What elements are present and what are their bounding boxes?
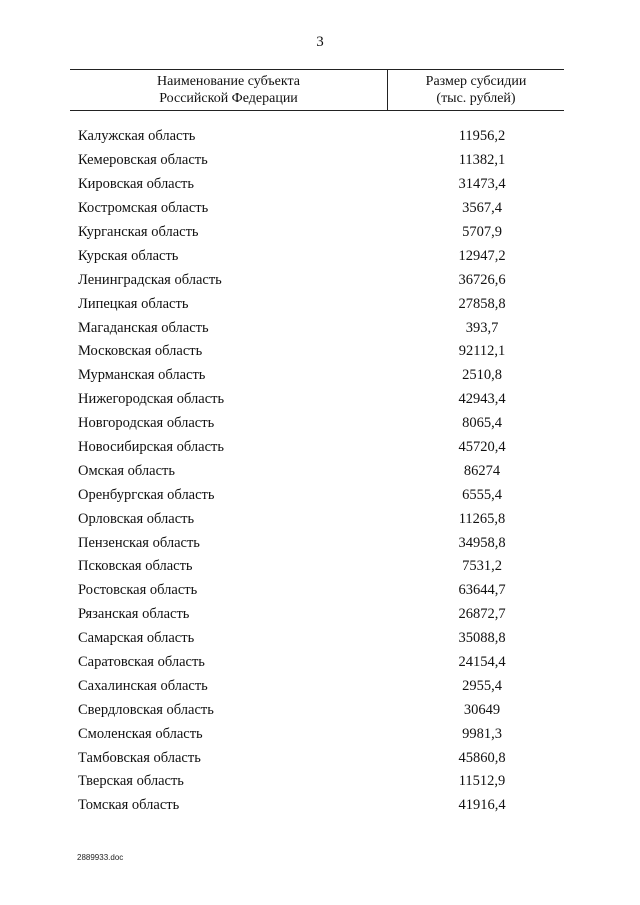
table-row	[70, 412, 564, 436]
table-row	[70, 197, 564, 221]
region-name: Магаданская область	[78, 319, 209, 336]
table-row	[70, 340, 564, 364]
table-row	[70, 674, 564, 698]
subsidy-amount: 7531,2	[462, 558, 502, 575]
region-name: Курганская область	[78, 224, 199, 240]
subsidy-amount: 8065,4	[462, 415, 502, 432]
region-name: Свердловская область	[78, 701, 214, 718]
table-row	[70, 244, 564, 268]
table-row	[70, 531, 564, 555]
table-row	[70, 316, 564, 340]
table-row	[70, 436, 564, 460]
subsidy-amount: 11265,8	[458, 510, 506, 527]
table-row	[70, 125, 564, 149]
table-row	[70, 173, 564, 197]
table-row	[70, 603, 564, 627]
column-header-subsidy-line1: Размер субсидии	[425, 74, 527, 89]
column-header-subsidy	[388, 70, 564, 110]
region-name: Новосибирская область	[78, 439, 224, 456]
table-row	[70, 627, 564, 651]
subsidy-amount: 45720,4	[458, 439, 506, 456]
subsidy-amount: 12947,2	[458, 247, 506, 264]
region-name: Калужская область	[78, 128, 196, 145]
region-name: Курская область	[78, 247, 179, 264]
region-name: Ростовская область	[78, 582, 198, 599]
subsidy-amount: 24154,4	[458, 654, 506, 671]
subsidy-amount: 11512,9	[458, 773, 506, 790]
subsidy-amount: 92112,1	[458, 343, 506, 360]
region-name: Оренбургская область	[78, 486, 215, 503]
column-header-subsidy-line2: (тыс. рублей)	[436, 91, 516, 106]
column-header-subject-line1: Наименование субъекта	[157, 74, 300, 89]
region-name: Мурманская область	[78, 367, 206, 384]
subsidy-amount: 5707,9	[462, 224, 502, 240]
region-name: Саратовская область	[78, 654, 205, 671]
region-name: Томская область	[78, 797, 180, 814]
region-name: Липецкая область	[78, 295, 189, 312]
table-row	[70, 722, 564, 746]
table-row	[70, 388, 564, 412]
table-row	[70, 555, 564, 579]
region-name: Пензенская область	[78, 534, 200, 551]
region-name: Орловская область	[78, 510, 195, 527]
table-row	[70, 364, 564, 388]
subsidy-amount: 34958,8	[458, 534, 506, 551]
subsidy-amount: 3567,4	[462, 200, 502, 217]
subsidy-amount: 27858,8	[458, 295, 506, 312]
table-header	[70, 69, 564, 111]
region-name: Псковская область	[78, 558, 193, 575]
table-row	[70, 221, 564, 245]
region-name: Омская область	[78, 462, 175, 479]
subsidy-amount: 2955,4	[462, 677, 502, 694]
subsidy-amount: 30649	[463, 701, 501, 718]
table-row	[70, 746, 564, 770]
region-name: Новгородская область	[78, 415, 215, 432]
table-row	[70, 698, 564, 722]
subsidy-amount: 11382,1	[458, 152, 506, 169]
subsidy-amount: 36726,6	[458, 271, 506, 288]
table-row	[70, 149, 564, 173]
table-row	[70, 507, 564, 531]
subsidy-amount: 86274	[463, 462, 501, 479]
subsidy-amount: 9981,3	[462, 725, 502, 742]
column-header-subject-line2: Российской Федерации	[159, 91, 298, 106]
subsidy-amount: 6555,4	[462, 486, 502, 503]
subsidy-amount: 35088,8	[458, 630, 506, 647]
subsidy-amount: 393,7	[465, 319, 499, 336]
table-row	[70, 579, 564, 603]
subsidy-amount: 2510,8	[462, 367, 502, 384]
table-row	[70, 651, 564, 675]
subsidy-amount: 42943,4	[458, 391, 506, 408]
subsidy-amount: 41916,4	[458, 797, 506, 814]
subsidy-amount: 26872,7	[458, 606, 506, 623]
region-name: Сахалинская область	[78, 677, 208, 694]
table-body	[70, 125, 564, 818]
region-name: Тверская область	[78, 773, 184, 790]
subsidy-amount: 11956,2	[458, 128, 506, 145]
column-header-subject	[70, 70, 388, 110]
table-row	[70, 268, 564, 292]
region-name: Московская область	[78, 343, 203, 360]
subsidy-amount: 31473,4	[458, 176, 506, 193]
table-row	[70, 459, 564, 483]
region-name: Кировская область	[78, 176, 195, 193]
table-row	[70, 483, 564, 507]
region-name: Костромская область	[78, 200, 209, 217]
document-reference: 2889933.doc	[77, 853, 124, 862]
table-row	[70, 770, 564, 794]
table-row	[70, 794, 564, 818]
region-name: Кемеровская область	[78, 152, 208, 169]
region-name: Самарская область	[78, 630, 195, 647]
page-number: 3	[316, 34, 324, 50]
region-name: Рязанская область	[78, 606, 190, 623]
subsidy-amount: 45860,8	[458, 749, 506, 766]
table-row	[70, 292, 564, 316]
region-name: Тамбовская область	[78, 749, 201, 766]
region-name: Ленинградская область	[78, 271, 222, 288]
region-name: Нижегородская область	[78, 391, 225, 408]
region-name: Смоленская область	[78, 725, 203, 742]
subsidy-amount: 63644,7	[458, 582, 506, 599]
